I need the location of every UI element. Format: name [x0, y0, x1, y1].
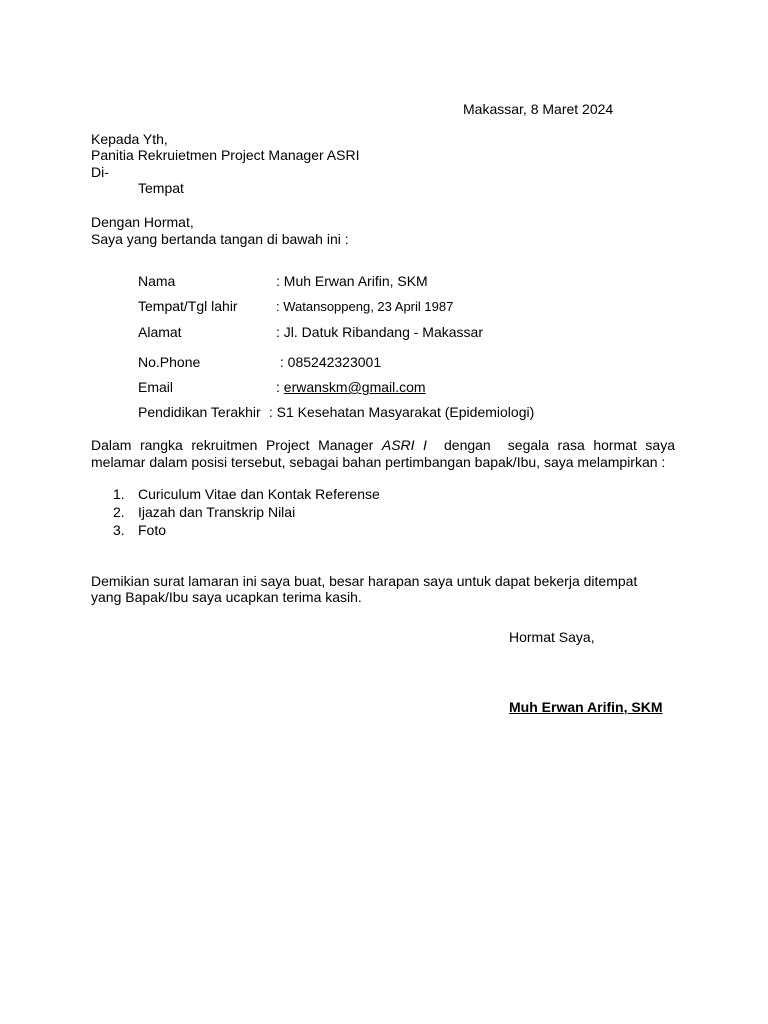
recipient-line-1: Kepada Yth, — [91, 131, 168, 147]
attachment-item: Ijazah dan Transkrip Nilai — [138, 504, 296, 520]
place-date: Makassar, 8 Maret 2024 — [463, 101, 614, 117]
identity-label-birth: Tempat/Tgl lahir — [138, 298, 238, 314]
intro-text: Saya yang bertanda tangan di bawah ini : — [91, 231, 349, 247]
attachment-number: 1. — [113, 486, 125, 502]
identity-label-phone: No.Phone — [138, 354, 201, 370]
body-line-1 — [91, 437, 675, 454]
email-prefix: : — [276, 379, 284, 395]
recipient-line-3: Di- — [91, 164, 109, 180]
body-line-1-italic: ASRI I — [381, 437, 427, 453]
identity-label-name: Nama — [138, 273, 176, 289]
identity-value-birth: : Watansoppeng, 23 April 1987 — [276, 299, 454, 314]
body-line-2: melamar dalam posisi tersebut, sebagai bahan pertimbangan bapak/Ibu, saya melampirkan : — [91, 454, 666, 470]
attachment-item: Curiculum Vitae dan Kontak Referense — [138, 486, 380, 502]
closing-line-2: yang Bapak/Ibu saya ucapkan terima kasih. — [91, 589, 362, 605]
closing-line-1: Demikian surat lamaran ini saya buat, besar harapan saya untuk dapat bekerja ditempat — [91, 573, 638, 589]
identity-value-phone: : 085242323001 — [276, 354, 382, 370]
body-paragraph — [91, 437, 675, 471]
attachment-number: 2. — [113, 504, 125, 520]
regards: Hormat Saya, — [509, 629, 595, 645]
identity-value-address: : Jl. Datuk Ribandang - Makassar — [276, 324, 483, 340]
signature-name: Muh Erwan Arifin, SKM — [509, 699, 663, 715]
identity-label-email: Email — [138, 379, 174, 395]
recipient-line-4: Tempat — [138, 180, 184, 196]
body-line-1-part-1: Dalam rangka rekruitmen Project Manager — [91, 437, 382, 453]
email-link[interactable]: erwanskm@gmail.com — [283, 379, 426, 395]
identity-value-education: : S1 Kesehatan Masyarakat (Epidemiologi) — [265, 404, 535, 420]
identity-label-education: Pendidikan Terakhir — [138, 404, 261, 420]
salutation: Dengan Hormat, — [91, 214, 194, 230]
identity-label-address: Alamat — [138, 324, 182, 340]
body-line-1-part-2: dengan segala rasa hormat saya — [426, 437, 675, 453]
attachment-number: 3. — [113, 522, 125, 538]
identity-value-email-row — [276, 379, 426, 396]
attachment-item: Foto — [138, 522, 167, 538]
identity-value-name: : Muh Erwan Arifin, SKM — [276, 273, 428, 289]
recipient-line-2: Panitia Rekruietmen Project Manager ASRI — [91, 147, 360, 163]
